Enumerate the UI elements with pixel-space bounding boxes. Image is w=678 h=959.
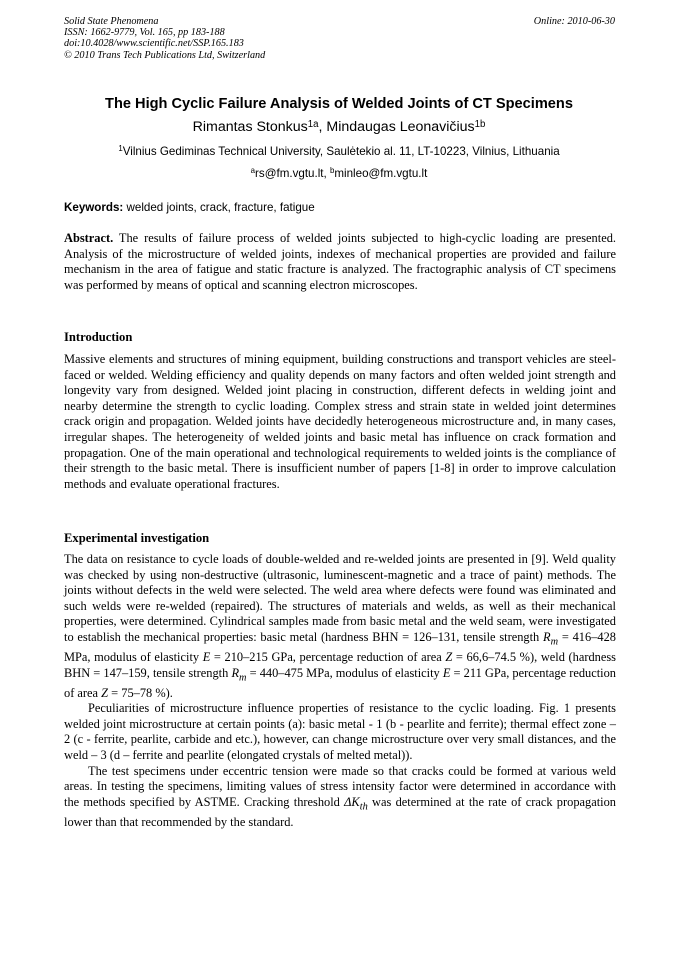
abstract-text: The results of failure process of welded joints subjected to high-cyclic loading are presented. Analysis of the microstructure of welded joints, indexes of mechanical properties are provided and failure mechanism in the area of fatigue and static fracture is analyzed. The fractographic analysis of CT specimens was performed by means of optical and scanning electron microscopes. bbox=[64, 231, 616, 292]
author-separator: , bbox=[318, 119, 327, 135]
p1-text-g: = 75–78 %). bbox=[108, 685, 173, 700]
abstract-label: Abstract. bbox=[64, 231, 114, 245]
p1-text-c: = 210–215 GPa, percentage reduction of area bbox=[210, 650, 446, 665]
author-2: Mindaugas Leonavičius bbox=[326, 119, 475, 135]
email-a: rs@fm.vgtu.lt bbox=[255, 167, 324, 180]
experimental-section bbox=[64, 552, 616, 831]
subscript-m bbox=[551, 636, 558, 647]
introduction-heading: Introduction bbox=[64, 330, 133, 344]
author-line bbox=[40, 119, 638, 135]
subscript-m-text-2: m bbox=[239, 672, 247, 684]
online-date: Online: 2010-06-30 bbox=[533, 16, 615, 27]
keywords-text: welded joints, crack, fracture, fatigue bbox=[123, 201, 315, 214]
email-line bbox=[40, 167, 638, 180]
p3-text-a: The test specimens under eccentric tension were made so that cracks could be formed at various weld areas. In testing the specimens, limiting values of stress intensity factor were determined in accordance with the methods specified by ASTME. Cracking threshold bbox=[64, 763, 616, 809]
symbol-delta-K: ΔK bbox=[344, 794, 360, 809]
symbol-R-2: R bbox=[231, 665, 240, 680]
p2-text: Peculiarities of microstructure influence properties of resistance to the cyclic loading. Fig. 1 presents welded joint microstructure at certain points (a): basic metal - 1 (b - pearlite and ferrite); thermal effect zone – 2 (c - ferrite, pearlite, carbide and etc.), however, can change microstructure over very small distances, and the weld – 3 (d – ferrite and pearlite (elongated crystals of melted metal)). bbox=[64, 701, 616, 763]
p1-text-e: = 440–475 MPa, modulus of elasticity bbox=[246, 665, 443, 680]
email-separator: , bbox=[323, 167, 330, 180]
experimental-heading: Experimental investigation bbox=[64, 531, 210, 545]
p1-text-a: The data on resistance to cycle loads of double-welded and re-welded joints are presented in [9]. Weld quality was checked by using non-destructive (ultrasonic, luminescent-magnetic and a trace of paint) methods. The joints without defects in the weld were selected. The weld area where defects were found was eliminated and such welds were re-welded (repaired). The structures of materials and welds, as well as their mechanical properties, were determined. Cylindrical samples made from basic metal and the weld seam, were investigated to establish the mechanical properties: basic metal (hardness BHN = 126–131, tensile strength bbox=[64, 552, 616, 644]
doi-line: doi:10.4028/www.scientific.net/SSP.165.183 bbox=[64, 38, 244, 50]
symbol-Z-2: Z bbox=[101, 685, 109, 700]
author-2-sup: 1b bbox=[474, 118, 486, 130]
journal-name: Solid State Phenomena bbox=[64, 16, 159, 27]
affiliation-text: Vilnius Gediminas Technical University, Saulėtekio al. 11, LT-10223, Vilnius, Lithuania bbox=[122, 145, 560, 158]
journal-header bbox=[64, 16, 265, 61]
experimental-paragraph-1 bbox=[64, 552, 616, 701]
affiliation-sup: 1 bbox=[118, 144, 123, 154]
symbol-E: E bbox=[202, 650, 211, 665]
experimental-paragraph-3 bbox=[64, 764, 616, 831]
symbol-R: R bbox=[543, 629, 551, 644]
symbol-Z: Z bbox=[445, 650, 453, 665]
p1-text-f: = 211 GPa, percentage reduction of area bbox=[64, 665, 616, 700]
p1-text-d: = 66,6–74.5 %), weld (hardness BHN = 147–159, tensile strength bbox=[64, 650, 617, 680]
affiliation bbox=[40, 145, 638, 158]
email-b: minleo@fm.vgtu.lt bbox=[334, 167, 428, 180]
author-1: Rimantas Stonkus bbox=[192, 119, 308, 135]
subscript-th bbox=[360, 801, 368, 812]
p3-text-b: was determined at the rate of crack propagation lower than that recommended by the standard. bbox=[64, 794, 616, 829]
issn-line: ISSN: 1662-9779, Vol. 165, pp 183-188 bbox=[64, 27, 225, 39]
keywords-label: Keywords: bbox=[64, 201, 124, 214]
subscript-th-text: th bbox=[359, 801, 368, 813]
symbol-E-2: E bbox=[442, 665, 451, 680]
keywords bbox=[64, 201, 616, 214]
author-1-sup: 1a bbox=[307, 118, 319, 130]
introduction-paragraph: Massive elements and structures of mining equipment, building constructions and transport vehicles are steel-faced or welded. Welding efficiency and quality depends on many factors and often welded joint strength and longevity vary from designed. Welded joint placing in construction, different defects in welding joint and nearby determine the strength to cyclic loading. Complex stress and strain state in welded joint determines crack origin and propagation. Welded joints have decidedly heterogeneous microstructure and, in many cases, irregular shapes. The heterogeneity of welded joints and basic metal has influence on crack formation and propagation. One of the main operational and technological requirements to welded joints is the compliance of their strength to the basic metal. There is insufficient number of papers [1-8] in order to improve calculation methods and evaluate operational fractures. bbox=[64, 352, 616, 491]
paper-title: The High Cyclic Failure Analysis of Welded Joints of CT Specimens bbox=[105, 96, 573, 112]
email-a-sup: a bbox=[250, 166, 256, 176]
experimental-paragraph-2 bbox=[64, 701, 616, 763]
subscript-m-text: m bbox=[550, 636, 559, 648]
p1-text-b: = 416–428 MPa, modulus of elasticity bbox=[64, 629, 616, 665]
copyright-line: © 2010 Trans Tech Publications Ltd, Switzerland bbox=[64, 49, 266, 61]
abstract bbox=[64, 231, 616, 293]
email-b-sup: b bbox=[329, 166, 335, 176]
